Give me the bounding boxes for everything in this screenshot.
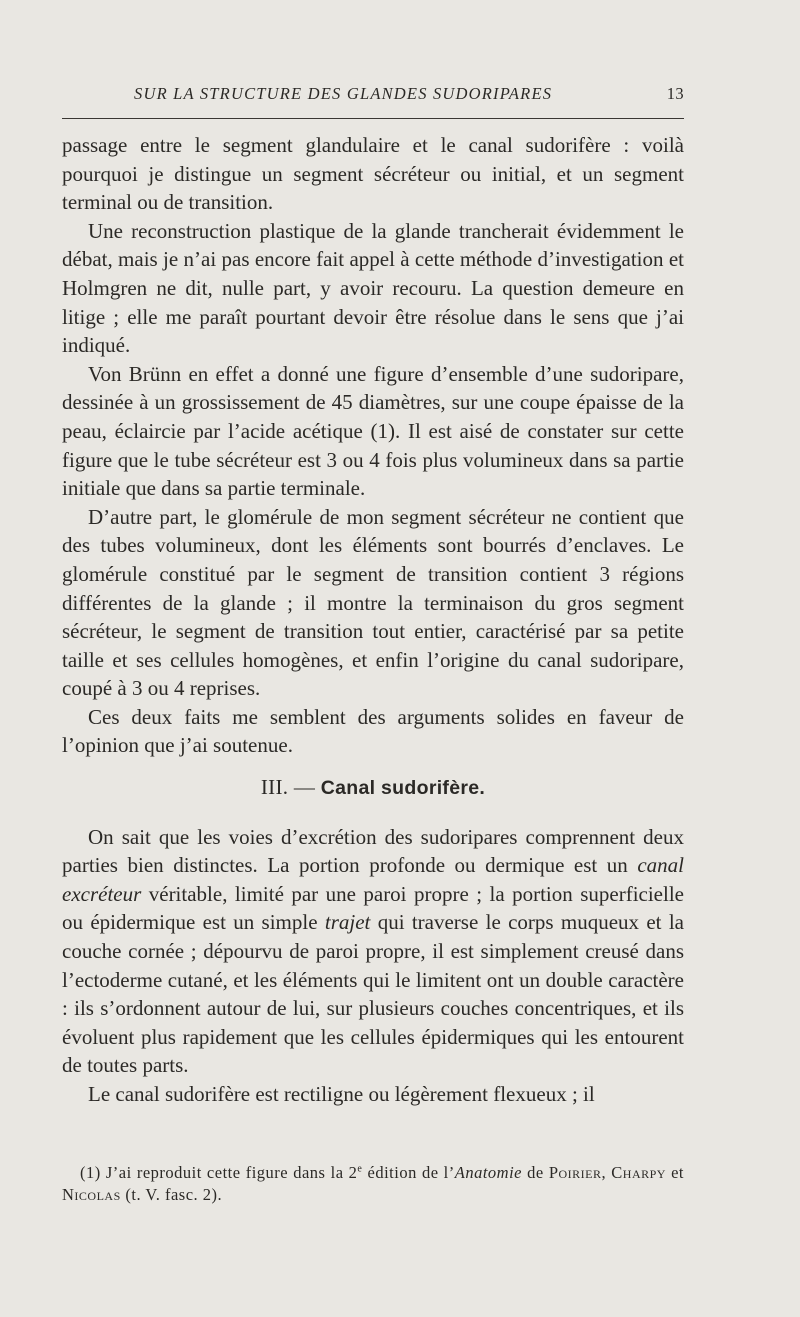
- text-run: et: [665, 1163, 685, 1182]
- text-run: (1) J’ai reproduit cette figure dans la 2: [80, 1163, 358, 1182]
- section-title: Canal sudorifère.: [320, 777, 486, 800]
- text-run: véritable, limité par une paroi propre ; la portion superficielle ou épidermique est un simple: [62, 881, 684, 935]
- section-number: III. —: [260, 775, 316, 800]
- paragraph: D’autre part, le glomérule de mon segment sécréteur ne contient que des tubes volumineux, dont les éléments sont bourrés d’enclaves. Le glomérule constitué par le segment de transition contient 3 régions différentes de la glande ; il montre la terminaison du gros segment sécréteur, le segment de transition tout entier, caractérisé par sa petite taille et ses cellules homogènes, et enfin l’origine du canal sudoripare, coupé à 3 ou 4 reprises.: [62, 504, 684, 701]
- italic-term: Anatomie: [454, 1163, 522, 1182]
- running-title: SUR LA STRUCTURE DES GLANDES SUDORIPARES: [134, 84, 553, 103]
- text-run: édition de l’: [362, 1163, 455, 1182]
- paragraph: Une reconstruction plastique de la glande trancherait évidemment le débat, mais je n’ai pas encore fait appel à cette méthode d’investigation et Holmgren ne dit, nulle part, y avoir recouru. La question demeure en litige ; elle me paraît pourtant devoir être résolue dans le sens que j’ai indiqué.: [62, 218, 684, 358]
- footnote: [62, 1162, 684, 1206]
- paragraph: [62, 823, 684, 1080]
- paragraph: Le canal sudorifère est rectiligne ou légèrement flexueux ; il: [88, 1082, 595, 1106]
- paragraph: passage entre le segment glandulaire et le canal sudorifère : voilà pourquoi je distingue un segment sécréteur ou initial, et un segment terminal ou de transition.: [62, 133, 684, 215]
- page-number: 13: [666, 84, 684, 103]
- author-name: Nicolas: [62, 1185, 121, 1204]
- italic-term: canal excréteur: [62, 853, 684, 906]
- text-run: de: [521, 1163, 549, 1182]
- paragraph: Von Brünn en effet a donné une figure d’ensemble d’une sudoripare, dessinée à un grossissement de 45 diamètres, sur une coupe épaisse de la peau, éclaircie par l’acide acétique (1). Il est aisé de constater sur cette figure que le tube sécréteur est 3 ou 4 fois plus volumineux dans sa partie initiale que dans sa partie terminale.: [62, 361, 684, 501]
- body-text: [62, 131, 684, 1109]
- text-run: (t. V. fasc. 2).: [120, 1185, 223, 1204]
- superscript: e: [357, 1163, 363, 1175]
- text-run: ,: [601, 1163, 612, 1182]
- section-heading: [62, 773, 684, 803]
- author-name: Poirier: [548, 1163, 602, 1182]
- footnotes: [62, 1162, 684, 1206]
- header-rule: [62, 118, 684, 119]
- author-name: Charpy: [611, 1163, 666, 1182]
- paragraph: Ces deux faits me semblent des arguments solides en faveur de l’opinion que j’ai soutenue.: [62, 704, 684, 758]
- text-run: qui traverse le corps muqueux et la couche cornée ; dépourvu de paroi propre, il est simplement creusé dans l’ectoderme cutané, et les éléments qui le limitent ont un double caractère : ils s’ordonnent autour de lui, sur plusieurs couches concentriques, et ils évoluent plus rapidement que les cellules épidermiques qui les entourent de toutes parts.: [62, 910, 684, 1078]
- italic-term: trajet: [324, 910, 371, 935]
- text-run: On sait que les voies d’excrétion des sudoripares comprennent deux parties bien distinctes. La portion profonde ou dermique est un: [62, 824, 684, 878]
